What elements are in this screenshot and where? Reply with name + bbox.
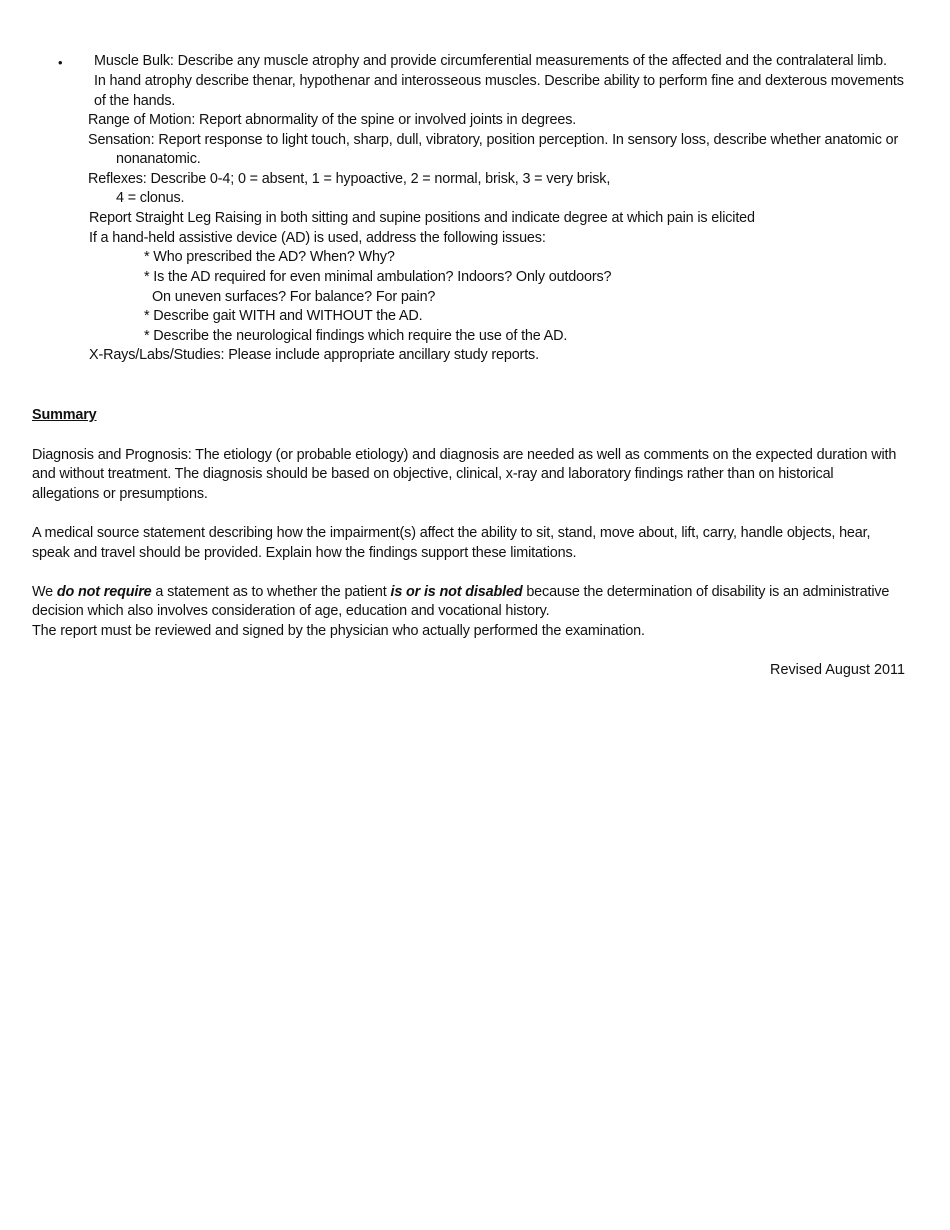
assistive-item-required: * Is the AD required for even minimal ambulation? Indoors? Only outdoors? [144, 269, 612, 285]
disability-emphasis-do-not-require: do not require [56, 584, 152, 600]
diagnosis-line-1: Diagnosis and Prognosis: The etiology (or probable etiology) and diagnosis are needed as well as comments on the expected duration with [32, 447, 897, 463]
reflexes-line-1: Reflexes: Describe 0-4; 0 = absent, 1 = hypoactive, 2 = normal, brisk, 3 = very brisk, [88, 171, 611, 187]
reflexes-line-2: 4 = clonus. [116, 190, 185, 206]
summary-heading: Summary [32, 407, 97, 423]
assistive-item-surfaces: On uneven surfaces? For balance? For pain? [152, 289, 436, 305]
muscle-bulk-line-2: In hand atrophy describe thenar, hypothenar and interosseous muscles. Describe ability to perform fine and dexterous movements [94, 73, 904, 89]
medical-source-line-1: A medical source statement describing how the impairment(s) affect the ability to sit, stand, move about, lift, carry, handle objects, hear, [32, 525, 871, 541]
disability-emphasis-not-disabled: is or is not disabled [390, 584, 523, 600]
bullet-marker: • [58, 55, 63, 70]
xrays-labs-studies: X-Rays/Labs/Studies: Please include appropriate ancillary study reports. [89, 347, 539, 363]
sensation-line-1: Sensation: Report response to light touch, sharp, dull, vibratory, position perception. In sensory loss, describe whether anatomic or [88, 132, 899, 148]
disability-text-a: We [32, 584, 57, 600]
assistive-item-gait: * Describe gait WITH and WITHOUT the AD. [144, 308, 423, 324]
diagnosis-line-3: allegations or presumptions. [32, 486, 208, 502]
assistive-item-neuro: * Describe the neurological findings which require the use of the AD. [144, 328, 568, 344]
assistive-device-intro: If a hand-held assistive device (AD) is used, address the following issues: [89, 230, 546, 246]
range-of-motion: Range of Motion: Report abnormality of the spine or involved joints in degrees. [88, 112, 577, 128]
disability-text-c: because the determination of disability is an administrative [522, 584, 890, 600]
revision-date: Revised August 2011 [770, 662, 905, 678]
assistive-item-who: * Who prescribed the AD? When? Why? [144, 249, 395, 265]
disability-statement-line-1 [32, 583, 889, 603]
straight-leg-raising: Report Straight Leg Raising in both sitting and supine positions and indicate degree at which pain is elicited [89, 210, 755, 226]
medical-source-line-2: speak and travel should be provided. Explain how the findings support these limitations. [32, 545, 577, 561]
muscle-bulk-line-3: of the hands. [94, 93, 176, 109]
sensation-line-2: nonanatomic. [116, 151, 201, 167]
diagnosis-line-2: and without treatment. The diagnosis should be based on objective, clinical, x-ray and laboratory findings rather than on historical [32, 466, 834, 482]
disability-text-b: a statement as to whether the patient [151, 584, 391, 600]
muscle-bulk-line-1: Muscle Bulk: Describe any muscle atrophy and provide circumferential measurements of the affected and the contralateral limb. [94, 53, 887, 69]
review-statement: The report must be reviewed and signed by the physician who actually performed the examination. [32, 623, 645, 639]
disability-statement-line-2: decision which also involves consideration of age, education and vocational history. [32, 603, 550, 619]
